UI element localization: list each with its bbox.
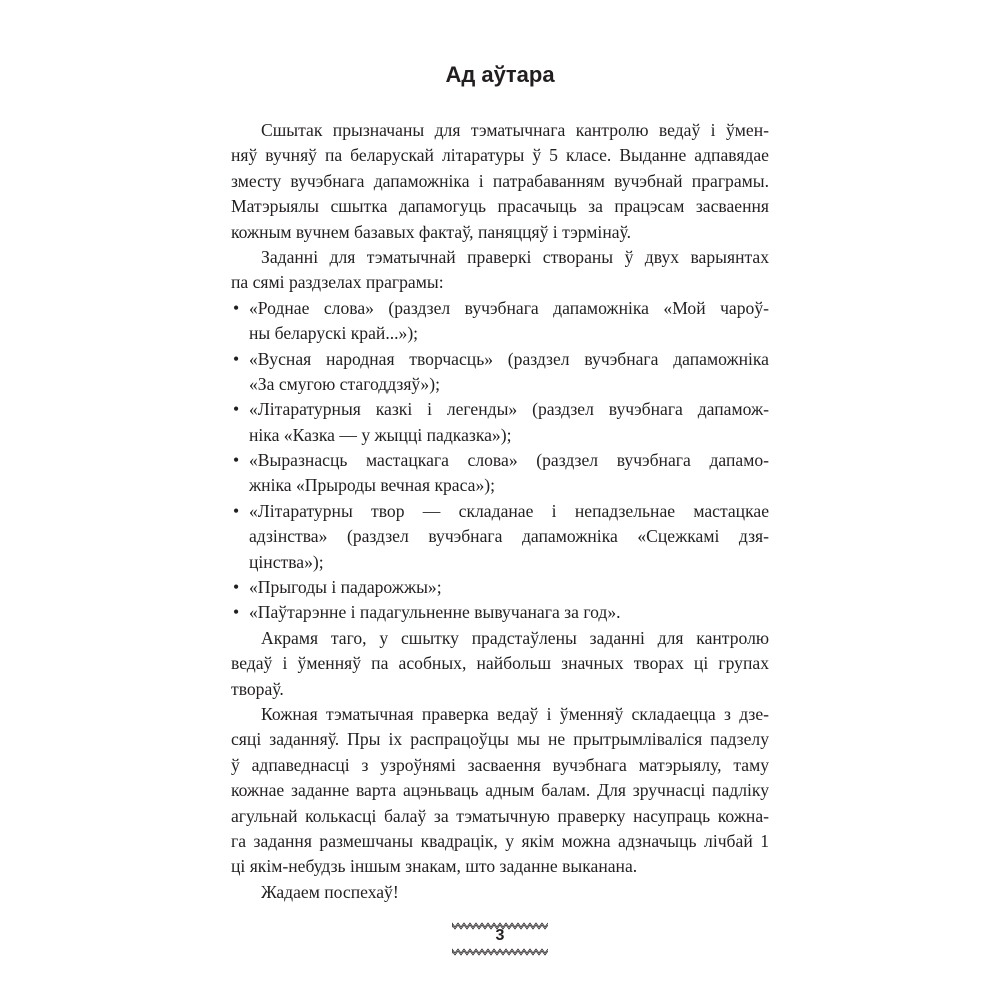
- text-line: [231, 651, 769, 676]
- line-text: сяці заданняў. Пры іх распрацоўцы мы не прытрымліваліся падзелу: [231, 729, 769, 750]
- line-text: кожнае заданне варта ацэньваць адным балам. Для зручнасці падліку: [231, 780, 769, 801]
- line-text: «Выразнасць мастацкага слова» (раздзел вучэбнага дапамо-: [249, 450, 769, 471]
- line-text: па сямі раздзелах праграмы:: [231, 272, 444, 293]
- line-text: кожным вучнем базавых фактаў, паняццяў і тэрмінаў.: [231, 221, 631, 242]
- ornament-bottom-icon: [452, 948, 548, 956]
- bullet-icon: •: [233, 500, 240, 521]
- text-line: [231, 804, 769, 829]
- text-line: [231, 778, 769, 803]
- text-line: [231, 524, 769, 549]
- text-line: [231, 143, 769, 168]
- page-footer: [0, 916, 1000, 956]
- bullet-line: [231, 347, 769, 372]
- line-text: твораў.: [231, 678, 284, 699]
- line-text: «Вусная народная творчасць» (раздзел вучэбнага дапаможніка: [249, 348, 769, 369]
- text-line: [231, 220, 769, 245]
- line-text: жніка «Прыроды вечная краса»);: [249, 475, 495, 496]
- text-line: [231, 880, 769, 905]
- bullet-line: [231, 499, 769, 524]
- bullet-icon: •: [233, 602, 240, 623]
- text-line: [231, 245, 769, 270]
- line-text: га задання размешчаны квадрацік, у якім можна адзначыць лічбай 1: [231, 830, 769, 851]
- line-text: Заданні для тэматычнай праверкі створаны ў двух варыянтах: [261, 246, 769, 267]
- line-text: адзінства» (раздзел вучэбнага дапаможніка «Сцежкамі дзя-: [249, 526, 769, 547]
- line-text: «Роднае слова» (раздзел вучэбнага дапаможніка «Мой чароў-: [249, 297, 769, 318]
- line-text: Жадаем поспехаў!: [261, 881, 399, 902]
- line-text: няў вучняў па беларускай літаратуры ў 5 класе. Выданне адпавядае: [231, 145, 769, 166]
- line-text: «Літаратурныя казкі і легенды» (раздзел вучэбнага дапамож-: [249, 399, 769, 420]
- line-text: ці якім-небудзь іншым знакам, што заданне выканана.: [231, 856, 638, 877]
- line-text: «Літаратурны твор — складанае і непадзельнае мастацкае: [249, 500, 769, 521]
- text-line: [231, 829, 769, 854]
- text-line: [231, 702, 769, 727]
- bullet-icon: •: [233, 450, 240, 471]
- bullet-line: [231, 296, 769, 321]
- text-line: [231, 677, 769, 702]
- line-text: «Паўтарэнне і падагульненне вывучанага за год».: [249, 602, 621, 623]
- bullet-line: [231, 448, 769, 473]
- text-line: [231, 372, 769, 397]
- bullet-line: [231, 600, 769, 625]
- bullet-line: [231, 397, 769, 422]
- text-line: [231, 118, 769, 143]
- line-text: Кожная тэматычная праверка ведаў і ўменняў складаецца з дзе-: [261, 703, 769, 724]
- text-line: [231, 270, 769, 295]
- bullet-icon: •: [233, 577, 240, 598]
- text-line: [231, 727, 769, 752]
- line-text: Матэрыялы сшытка дапамогуць прасачыць за працэсам засваення: [231, 196, 769, 217]
- line-text: агульнай колькасці балаў за тэматычную праверку насупраць кожна-: [231, 805, 769, 826]
- text-line: [231, 169, 769, 194]
- line-text: «Прыгоды і падарожжы»;: [249, 577, 442, 598]
- bullet-icon: •: [233, 297, 240, 318]
- text-line: [231, 854, 769, 879]
- line-text: ў адпаведнасці з узроўнямі засваення вучэбнага матэрыялу, таму: [231, 754, 769, 775]
- text-line: [231, 423, 769, 448]
- page-number: 3: [495, 927, 505, 944]
- line-text: ведаў і ўменняў па асобных, найбольш значных творах ці групах: [231, 653, 769, 674]
- text-line: [231, 321, 769, 346]
- bullet-line: [231, 575, 769, 600]
- text-line: [231, 753, 769, 778]
- text-line: [231, 473, 769, 498]
- line-text: «За смугою стагоддзяў»);: [249, 373, 440, 394]
- text-line: [231, 626, 769, 651]
- line-text: ніка «Казка — у жыцці падказка»);: [249, 424, 512, 445]
- text-line: [231, 194, 769, 219]
- bullet-icon: •: [233, 399, 240, 420]
- body-text: [231, 118, 769, 905]
- line-text: Сшытак прызначаны для тэматычнага кантролю ведаў і ўмен-: [261, 120, 769, 140]
- line-text: Акрамя таго, у сшытку прадстаўлены заданні для кантролю: [261, 627, 769, 648]
- page-title: Ад аўтара: [445, 62, 555, 87]
- line-text: зместу вучэбнага дапаможніка і патрабаванням вучэбнай праграмы.: [231, 170, 769, 191]
- line-text: ны беларускі край...»);: [249, 323, 419, 344]
- line-text: цінства»);: [249, 551, 324, 572]
- bullet-icon: •: [233, 348, 240, 369]
- text-line: [231, 550, 769, 575]
